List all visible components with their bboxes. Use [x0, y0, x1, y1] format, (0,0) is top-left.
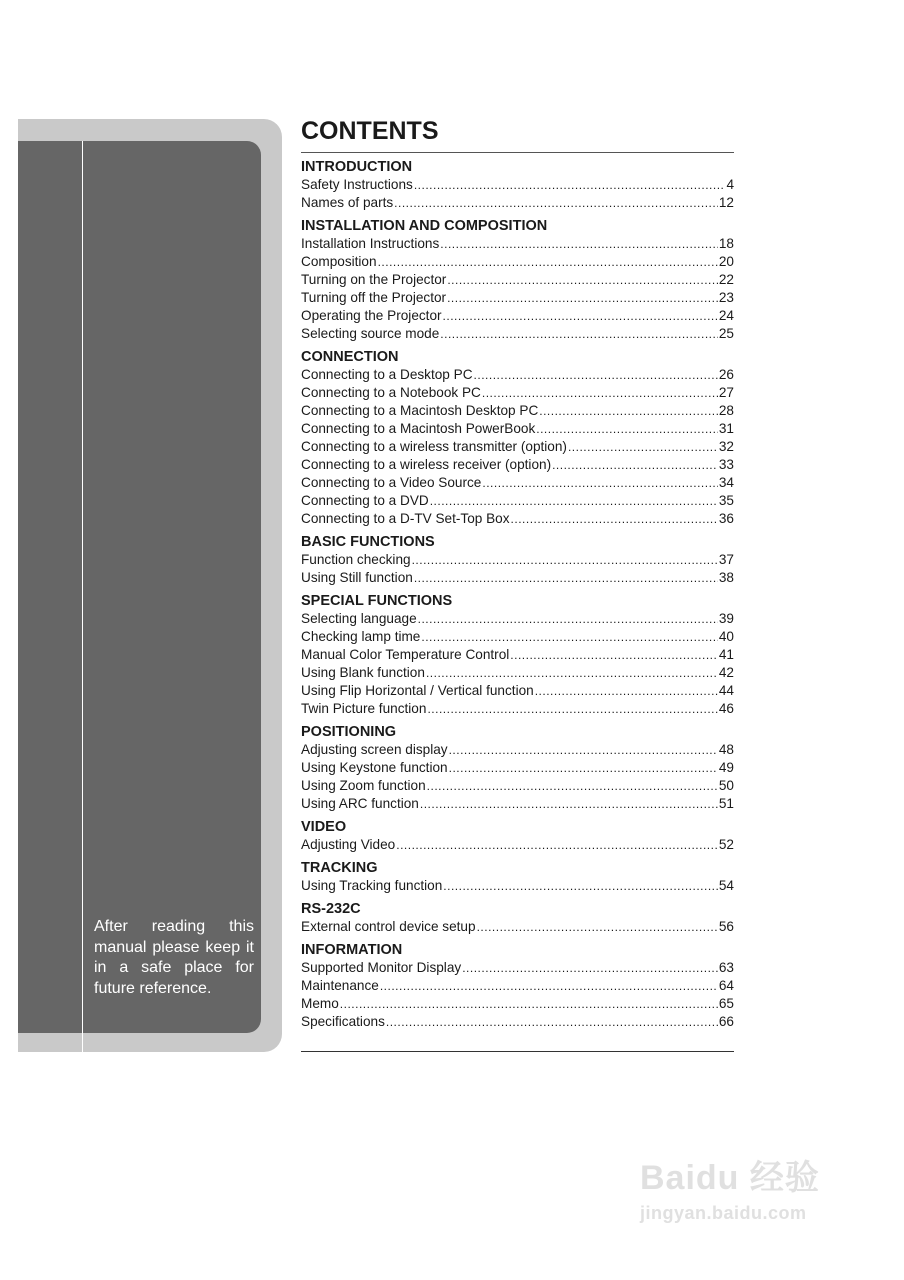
- toc-entry-label: Operating the Projector: [301, 308, 442, 323]
- toc-section: [301, 818, 734, 854]
- toc-entry[interactable]: [301, 510, 734, 528]
- toc-entry-page: 66: [718, 1014, 734, 1029]
- toc-entry[interactable]: [301, 795, 734, 813]
- toc-entry-page: 52: [718, 837, 734, 852]
- toc-entry-page: 31: [718, 421, 734, 436]
- toc-entry-label: Connecting to a wireless transmitter (option): [301, 439, 567, 454]
- dot-leader: [427, 700, 717, 718]
- toc-entry-label: Connecting to a Notebook PC: [301, 385, 481, 400]
- toc-entry[interactable]: [301, 741, 734, 759]
- toc-entry[interactable]: [301, 235, 734, 253]
- toc-entry[interactable]: [301, 456, 734, 474]
- toc-entry[interactable]: [301, 289, 734, 307]
- toc-entry[interactable]: [301, 995, 734, 1013]
- toc-entry-page: 50: [718, 778, 734, 793]
- toc-entry-page: 40: [718, 629, 734, 644]
- dot-leader: [414, 176, 726, 194]
- toc-entry-label: Function checking: [301, 552, 411, 567]
- toc-entry[interactable]: [301, 366, 734, 384]
- toc-entry[interactable]: [301, 977, 734, 995]
- toc-entry[interactable]: [301, 492, 734, 510]
- toc-entry[interactable]: [301, 664, 734, 682]
- toc-entry-label: Using Zoom function: [301, 778, 426, 793]
- dot-leader: [447, 271, 718, 289]
- toc-entry-label: Names of parts: [301, 195, 394, 210]
- dot-leader: [447, 289, 718, 307]
- toc-entry-label: Safety Instructions: [301, 177, 413, 192]
- toc-entry-page: 38: [718, 570, 734, 585]
- toc-entry-page: 48: [718, 742, 734, 757]
- dot-leader: [482, 474, 718, 492]
- toc-entry-page: 26: [718, 367, 734, 382]
- toc-entry-page: 54: [718, 878, 734, 893]
- toc-entry-page: 41: [718, 647, 734, 662]
- dot-leader: [443, 307, 718, 325]
- dot-leader: [412, 551, 718, 569]
- toc-entry-label: Turning on the Projector: [301, 272, 447, 287]
- bottom-rule: [301, 1051, 734, 1052]
- toc-entry-page: 46: [718, 701, 734, 716]
- dot-leader: [552, 456, 718, 474]
- toc-entry-page: 65: [718, 996, 734, 1011]
- dot-leader: [449, 741, 718, 759]
- contents-column: [301, 116, 734, 1031]
- toc-entry-page: 34: [718, 475, 734, 490]
- toc-entry-page: 37: [718, 552, 734, 567]
- dot-leader: [418, 610, 718, 628]
- toc-entry-label: Installation Instructions: [301, 236, 440, 251]
- toc-entry-label: Connecting to a Video Source: [301, 475, 482, 490]
- sidebar-panel: [18, 141, 261, 1033]
- toc-entry[interactable]: [301, 959, 734, 977]
- toc-entry-page: 51: [718, 796, 734, 811]
- toc-section: [301, 723, 734, 813]
- dot-leader: [427, 777, 718, 795]
- dot-leader: [420, 795, 718, 813]
- dot-leader: [443, 877, 718, 895]
- toc-entry[interactable]: [301, 682, 734, 700]
- toc-entry-label: Using Blank function: [301, 665, 425, 680]
- toc-entry-page: 33: [718, 457, 734, 472]
- toc-entry-page: 22: [718, 272, 734, 287]
- dot-leader: [394, 194, 718, 212]
- toc-entry-label: Composition: [301, 254, 377, 269]
- toc-entry[interactable]: [301, 628, 734, 646]
- dot-leader: [535, 682, 718, 700]
- toc-entry-page: 35: [718, 493, 734, 508]
- toc-section: [301, 217, 734, 343]
- toc-section-heading: INTRODUCTION: [301, 159, 413, 175]
- toc-section: [301, 533, 734, 587]
- toc-entry-page: 4: [726, 177, 734, 192]
- dot-leader: [396, 836, 718, 854]
- toc-entry-label: Selecting source mode: [301, 326, 440, 341]
- watermark-url: jingyan.baidu.com: [640, 1203, 807, 1223]
- toc-entry[interactable]: [301, 253, 734, 271]
- toc-entry-page: 25: [718, 326, 734, 341]
- dot-leader: [510, 646, 718, 664]
- dot-leader: [421, 628, 718, 646]
- toc-entry-page: 20: [718, 254, 734, 269]
- toc-entry-label: Connecting to a wireless receiver (option): [301, 457, 552, 472]
- toc-entry-label: Manual Color Temperature Control: [301, 647, 510, 662]
- toc-section-heading: VIDEO: [301, 819, 347, 835]
- toc-entry-page: 27: [718, 385, 734, 400]
- toc-entry-label: Using ARC function: [301, 796, 419, 811]
- dot-leader: [539, 402, 718, 420]
- toc-entry[interactable]: [301, 420, 734, 438]
- toc-section: [301, 941, 734, 1031]
- toc-entry[interactable]: [301, 877, 734, 895]
- toc-entry[interactable]: [301, 402, 734, 420]
- toc-entry[interactable]: [301, 325, 734, 343]
- dot-leader: [462, 959, 718, 977]
- toc-entry-label: Turning off the Projector: [301, 290, 447, 305]
- toc-entry-page: 56: [718, 919, 734, 934]
- toc-entry-page: 24: [718, 308, 734, 323]
- dot-leader: [340, 995, 718, 1013]
- toc-section: [301, 158, 734, 212]
- toc-entry[interactable]: [301, 271, 734, 289]
- toc-entry[interactable]: [301, 438, 734, 456]
- toc-entry-label: Specifications: [301, 1014, 385, 1029]
- toc-section-heading: CONNECTION: [301, 349, 399, 365]
- toc-section: [301, 859, 734, 895]
- toc-entry-page: 42: [718, 665, 734, 680]
- dot-leader: [426, 664, 718, 682]
- toc-entry[interactable]: [301, 646, 734, 664]
- toc-section-heading: RS-232C: [301, 901, 361, 917]
- toc-entry-label: Using Still function: [301, 570, 413, 585]
- toc-entry-page: 49: [718, 760, 734, 775]
- toc-entry[interactable]: [301, 918, 734, 936]
- toc-entry-label: Connecting to a Macintosh PowerBook: [301, 421, 536, 436]
- toc-entry[interactable]: [301, 384, 734, 402]
- toc-entry[interactable]: [301, 474, 734, 492]
- toc-entry-label: Supported Monitor Display: [301, 960, 462, 975]
- toc-entry-label: Connecting to a D-TV Set-Top Box: [301, 511, 510, 526]
- toc-section: [301, 900, 734, 936]
- toc-entry[interactable]: [301, 569, 734, 587]
- dot-leader: [414, 569, 718, 587]
- toc-entry-page: 18: [718, 236, 734, 251]
- dot-leader: [440, 235, 718, 253]
- toc-entry[interactable]: [301, 759, 734, 777]
- page-title: CONTENTS: [301, 117, 439, 145]
- dot-leader: [378, 253, 718, 271]
- toc-entry-page: 23: [718, 290, 734, 305]
- toc-entry-label: Twin Picture function: [301, 701, 427, 716]
- toc-entry-page: 32: [718, 439, 734, 454]
- toc-entry[interactable]: [301, 551, 734, 569]
- dot-leader: [511, 510, 718, 528]
- toc-section-heading: POSITIONING: [301, 724, 397, 740]
- toc-entry-page: 39: [718, 611, 734, 626]
- toc-entry[interactable]: [301, 194, 734, 212]
- toc-entry[interactable]: [301, 176, 734, 194]
- toc-entry-label: External control device setup: [301, 919, 476, 934]
- safekeeping-note: After reading this manual please keep it in a safe place for future reference.: [94, 918, 254, 997]
- toc-entry-page: 44: [718, 683, 734, 698]
- toc-section: [301, 348, 734, 528]
- toc-entry[interactable]: [301, 1013, 734, 1031]
- toc-entry[interactable]: [301, 836, 734, 854]
- toc-entry-page: 63: [718, 960, 734, 975]
- watermark-logo: Baidu 经验: [640, 1159, 820, 1197]
- dot-leader: [568, 438, 718, 456]
- toc-entry-label: Connecting to a Macintosh Desktop PC: [301, 403, 539, 418]
- toc-section-heading: SPECIAL FUNCTIONS: [301, 593, 453, 609]
- dot-leader: [430, 492, 718, 510]
- toc-entry-label: Adjusting screen display: [301, 742, 448, 757]
- title-rule: [301, 152, 734, 153]
- dot-leader: [449, 759, 718, 777]
- toc-entry-page: 28: [718, 403, 734, 418]
- toc-entry-label: Connecting to a Desktop PC: [301, 367, 473, 382]
- dot-leader: [474, 366, 718, 384]
- sidebar-divider: [82, 141, 83, 1052]
- toc-entry-page: 12: [718, 195, 734, 210]
- dot-leader: [536, 420, 718, 438]
- toc-section-heading: TRACKING: [301, 860, 378, 876]
- toc-entry-page: 36: [718, 511, 734, 526]
- toc-section-heading: INSTALLATION AND COMPOSITION: [301, 218, 548, 234]
- toc-entry-label: Adjusting Video: [301, 837, 396, 852]
- dot-leader: [440, 325, 718, 343]
- toc-entry-label: Using Tracking function: [301, 878, 443, 893]
- toc-entry-label: Connecting to a DVD: [301, 493, 429, 508]
- dot-leader: [477, 918, 718, 936]
- toc-entry-label: Memo: [301, 996, 339, 1011]
- watermark: [640, 1150, 820, 1224]
- toc-entry-label: Selecting language: [301, 611, 417, 626]
- toc-entry-label: Using Keystone function: [301, 760, 448, 775]
- toc-section-heading: BASIC FUNCTIONS: [301, 534, 435, 550]
- toc-entry[interactable]: [301, 307, 734, 325]
- dot-leader: [482, 384, 718, 402]
- dot-leader: [386, 1013, 718, 1031]
- toc-entry[interactable]: [301, 777, 734, 795]
- toc-entry[interactable]: [301, 610, 734, 628]
- dot-leader: [380, 977, 718, 995]
- toc-entry-label: Checking lamp time: [301, 629, 421, 644]
- toc-entry-label: Using Flip Horizontal / Vertical function: [301, 683, 534, 698]
- toc-section: [301, 592, 734, 718]
- table-of-contents: [301, 158, 734, 1031]
- toc-entry-label: Maintenance: [301, 978, 379, 993]
- toc-entry-page: 64: [718, 978, 734, 993]
- toc-entry[interactable]: [301, 700, 734, 718]
- toc-section-heading: INFORMATION: [301, 942, 403, 958]
